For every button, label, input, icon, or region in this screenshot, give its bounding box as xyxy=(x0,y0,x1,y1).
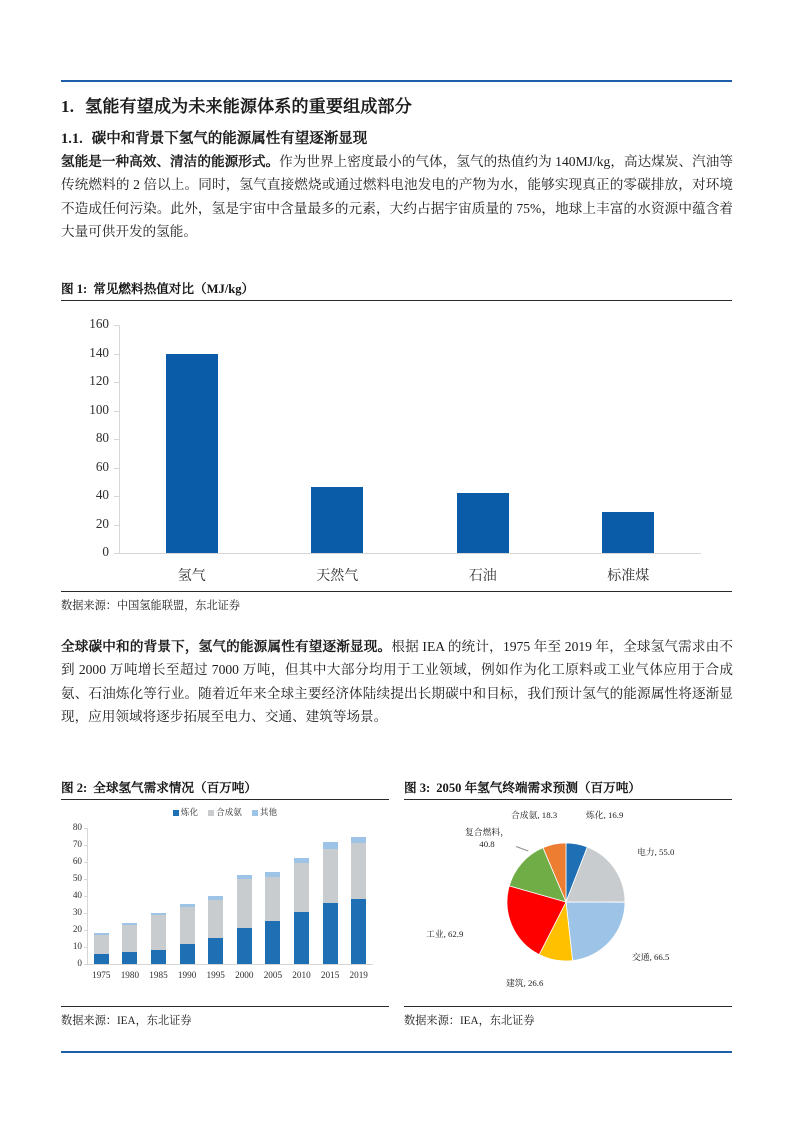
bar-氢气 xyxy=(166,354,218,554)
y-tick-mark xyxy=(114,411,119,412)
figure-2-title xyxy=(61,777,389,799)
stack-segment-合成氨-1975 xyxy=(94,935,109,954)
x-tick-label: 天然气 xyxy=(316,569,359,584)
stack-segment-合成氨-1990 xyxy=(180,907,195,944)
y-tick-mark xyxy=(114,553,119,554)
y-tick-label: 0 xyxy=(102,544,109,559)
bar-石油 xyxy=(457,493,509,553)
figure-2 xyxy=(61,777,389,1028)
y-tick-mark xyxy=(114,382,119,383)
y-tick-label: 20 xyxy=(72,924,82,934)
legend-label: 其他 xyxy=(259,807,278,817)
stack-segment-其他-1990 xyxy=(180,904,195,907)
stack-segment-其他-2005 xyxy=(265,872,280,877)
figure-3-body xyxy=(404,800,732,1006)
y-tick-mark xyxy=(114,325,119,326)
y-tick-mark xyxy=(84,828,87,829)
y-tick-mark xyxy=(84,964,87,965)
figure-2-source: 数据来源：IEA，东北证券 xyxy=(61,1015,192,1027)
figure-1-caption: 常见燃料热值对比（MJ/kg） xyxy=(93,282,255,296)
pie-label-建筑: 建筑, 26.6 xyxy=(506,978,544,988)
stack-segment-其他-1980 xyxy=(122,923,137,926)
stacked-bar-chart-hydrogen-demand xyxy=(61,804,389,1004)
pie-label-工业: 工业, 62.9 xyxy=(426,929,464,939)
x-tick-label: 2000 xyxy=(235,970,254,980)
figure-3-title xyxy=(404,777,732,799)
y-tick-label: 30 xyxy=(72,907,82,917)
stack-segment-合成氨-2000 xyxy=(237,879,252,928)
stack-segment-其他-1985 xyxy=(151,913,166,916)
y-tick-label: 120 xyxy=(89,373,109,388)
y-tick-label: 50 xyxy=(72,873,82,883)
paragraph-one-body: 作为世界上密度最小的气体，氢气的热值约为 140MJ/kg，高达煤炭、汽油等传统燃料的 2 倍以上。同时，氢气直接燃烧或通过燃料电池发电的产物为水，能够实现真正的零碳排放，对环境不造成任何污染。此外，氢是宇宙中含量最多的元素，大约占据宇宙质量的 75%，地球上丰富的水资源中蕴含着大量可供开发的氢能。 xyxy=(61,154,733,240)
y-tick-label: 40 xyxy=(72,890,82,900)
paragraph-two-lead: 全球碳中和的背景下，氢气的能源属性有望逐渐显现。 xyxy=(61,639,392,654)
stack-segment-合成氨-1985 xyxy=(151,915,166,950)
figure-2-label: 图 2: xyxy=(61,781,88,795)
y-tick-label: 160 xyxy=(89,316,109,331)
y-tick-label: 20 xyxy=(95,515,109,531)
y-tick-mark xyxy=(84,947,87,948)
paragraph-one-lead: 氢能是一种高效、清洁的能源形式。 xyxy=(61,154,280,169)
pie-label-合成氨: 合成氨, 18.3 xyxy=(511,810,558,820)
figure-1-body xyxy=(61,301,732,591)
y-tick-label: 10 xyxy=(72,941,82,951)
y-tick-label: 40 xyxy=(95,487,109,502)
stack-segment-合成氨-2005 xyxy=(265,877,280,922)
y-tick-mark xyxy=(114,496,119,497)
y-tick-mark xyxy=(84,913,87,914)
legend-item-炼化 xyxy=(173,806,198,818)
x-tick-label: 1985 xyxy=(149,970,168,980)
figure-1-label: 图 1: xyxy=(61,282,88,296)
y-tick-label: 80 xyxy=(95,430,109,445)
y-tick-label: 70 xyxy=(72,839,82,849)
stack-segment-合成氨-2015 xyxy=(323,849,338,903)
y-tick-mark xyxy=(84,930,87,931)
subsection-title: 碳中和背景下氢气的能源属性有望逐渐显现 xyxy=(91,131,368,147)
y-tick-mark xyxy=(84,845,87,846)
x-tick-label: 1995 xyxy=(206,970,225,980)
x-tick-label: 2005 xyxy=(263,970,283,980)
pie-slice-交通 xyxy=(566,902,625,961)
stack-segment-炼化-1985 xyxy=(151,950,166,964)
x-tick-label: 2010 xyxy=(292,970,311,980)
x-tick-label: 2019 xyxy=(349,970,368,980)
pie-label-line: 复合燃料， xyxy=(465,827,509,837)
figure-1-title xyxy=(61,278,732,300)
y-tick-mark xyxy=(114,439,119,440)
x-tick-label: 标准煤 xyxy=(607,569,650,584)
figure-2-body xyxy=(61,800,389,1006)
paragraph-two-body: 根据 IEA 的统计，1975 年至 2019 年，全球氢气需求由不到 2000 万吨增长至超过 7000 万吨，但其中大部分均用于工业领域，例如作为化工原料或工业气体应用于合成氨、石油炼化等行业。随着近年来全球主要经济体陆续提出长期碳中和目标，我们预计氢气的能源属性将逐渐显现，应用领域将逐步拓展至电力、交通、建筑等场景。 xyxy=(61,639,734,725)
x-tick-label: 1980 xyxy=(120,970,140,980)
header-rule xyxy=(61,80,732,82)
bar-天然气 xyxy=(311,487,363,553)
y-tick-label: 80 xyxy=(72,822,82,832)
figure-3 xyxy=(404,777,732,1028)
footer-rule xyxy=(61,1051,732,1053)
legend-swatch-icon xyxy=(252,810,258,816)
paragraph-two xyxy=(61,635,733,729)
y-tick-mark xyxy=(84,896,87,897)
legend-swatch-icon xyxy=(173,810,179,816)
stack-segment-炼化-1980 xyxy=(122,952,137,964)
y-tick-label: 100 xyxy=(89,401,109,417)
figure-3-caption: 2050 年氢气终端需求预测（百万吨） xyxy=(436,781,641,795)
section-title: 氢能有望成为未来能源体系的重要组成部分 xyxy=(85,97,412,116)
legend-swatch-icon xyxy=(208,810,214,816)
stack-segment-炼化-2010 xyxy=(294,912,309,964)
paragraph-one xyxy=(61,150,733,244)
y-axis-line xyxy=(119,325,120,553)
y-axis-line xyxy=(87,828,88,964)
section-number: 1. xyxy=(61,97,75,116)
y-tick-mark xyxy=(114,468,119,469)
pie-svg xyxy=(404,804,732,1004)
legend-item-其他 xyxy=(252,806,277,818)
stack-segment-炼化-2005 xyxy=(265,921,280,964)
bar-chart-fuel-heating-value xyxy=(61,315,732,583)
pie-chart-hydrogen-end-use-2050 xyxy=(404,804,732,1004)
legend-item-合成氨 xyxy=(208,806,242,818)
stack-segment-合成氨-2019 xyxy=(351,843,366,899)
figure-3-source: 数据来源：IEA，东北证券 xyxy=(404,1015,535,1027)
section-heading xyxy=(61,92,732,117)
subsection-number: 1.1. xyxy=(61,131,83,147)
y-tick-label: 60 xyxy=(95,458,109,474)
stack-segment-其他-1975 xyxy=(94,933,109,935)
stack-segment-炼化-1990 xyxy=(180,944,195,964)
pie-label-复合燃料 xyxy=(456,826,518,850)
y-tick-label: 140 xyxy=(89,344,109,360)
stack-segment-合成氨-1995 xyxy=(208,900,223,938)
stack-segment-其他-2019 xyxy=(351,837,366,843)
figure-1 xyxy=(61,278,732,613)
stack-segment-其他-2000 xyxy=(237,875,252,879)
figure-3-label: 图 3: xyxy=(404,781,431,795)
x-tick-label: 2015 xyxy=(320,970,340,980)
chart2-legend xyxy=(61,806,389,818)
x-tick-label: 石油 xyxy=(468,569,497,584)
y-tick-label: 0 xyxy=(77,958,82,968)
x-tick-label: 1975 xyxy=(92,970,111,980)
pie-label-炼化: 炼化, 16.9 xyxy=(586,810,624,820)
y-tick-mark xyxy=(84,862,87,863)
stack-segment-合成氨-1980 xyxy=(122,925,137,952)
y-tick-label: 60 xyxy=(72,856,82,866)
stack-segment-合成氨-2010 xyxy=(294,863,309,912)
stack-segment-炼化-2000 xyxy=(237,928,252,964)
figure-1-source: 数据来源：中国氢能联盟，东北证券 xyxy=(61,600,241,612)
x-axis-line xyxy=(87,964,373,965)
x-tick-label: 1990 xyxy=(177,970,197,980)
figure-2-caption: 全球氢气需求情况（百万吨） xyxy=(93,781,257,795)
stack-segment-炼化-1975 xyxy=(94,954,109,964)
bar-标准煤 xyxy=(602,512,654,553)
pie-label-电力: 电力, 55.0 xyxy=(637,847,675,857)
y-tick-mark xyxy=(114,525,119,526)
legend-label: 炼化 xyxy=(180,807,199,817)
stack-segment-炼化-2019 xyxy=(351,899,366,964)
x-tick-label: 氢气 xyxy=(177,569,206,584)
y-tick-mark xyxy=(84,879,87,880)
x-axis-line xyxy=(119,553,701,554)
subsection-heading xyxy=(61,127,732,148)
pie-label-交通: 交通, 66.5 xyxy=(632,952,670,962)
pie-label-line: 40.8 xyxy=(479,839,495,849)
stack-segment-其他-1995 xyxy=(208,896,223,899)
stack-segment-炼化-2015 xyxy=(323,903,338,964)
stack-segment-其他-2010 xyxy=(294,858,309,863)
stack-segment-炼化-1995 xyxy=(208,938,223,964)
y-tick-mark xyxy=(114,354,119,355)
legend-label: 合成氨 xyxy=(216,807,242,817)
stack-segment-其他-2015 xyxy=(323,842,338,848)
